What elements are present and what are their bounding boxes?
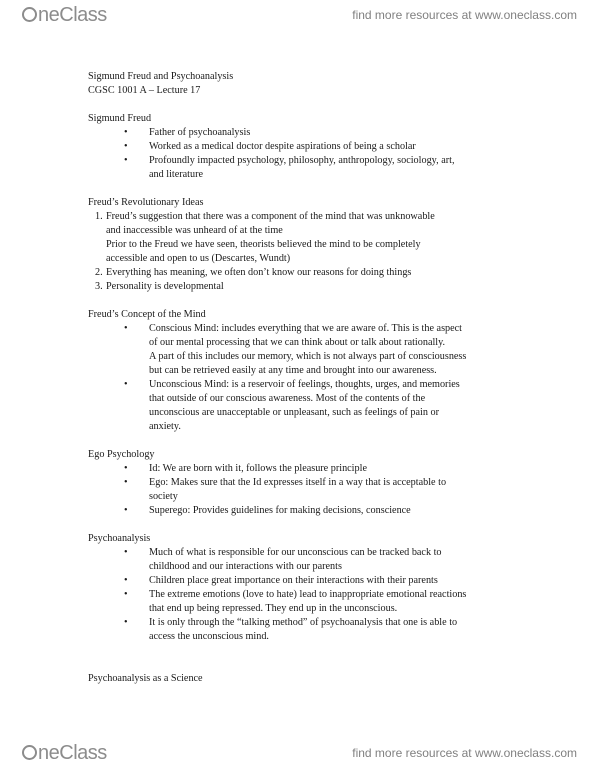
logo-circle-icon [22,745,37,760]
logo-circle-icon [22,7,37,22]
list-item: • Worked as a medical doctor despite aspirations of being a scholar [124,141,416,152]
list-item-cont: A part of this includes our memory, which is not always part of consciousness [149,351,467,362]
bullet-icon: • [124,141,128,152]
section-heading: Sigmund Freud [88,113,152,124]
list-item: • Much of what is responsible for our unconscious can be tracked back to [124,547,442,558]
numbered-item: 1. Freud’s suggestion that there was a component of the mind that was unknowable [95,211,435,222]
document-body [88,70,518,686]
bullet-icon: • [124,547,128,558]
list-item: • Id: We are born with it, follows the pleasure principle [124,463,367,474]
bullet-icon: • [124,477,128,488]
list-item-cont: childhood and our interactions with our parents [149,561,342,572]
list-item: • Father of psychoanalysis [124,127,251,138]
numbered-item-cont: Prior to the Freud we have seen, theorists believed the mind to be completely [106,239,421,250]
list-item-cont: unconscious are unacceptable or unpleasant, such as feelings of pain or [149,407,439,418]
list-item: • Conscious Mind: includes everything that we are aware of. This is the aspect [124,323,462,334]
course-line: CGSC 1001 A – Lecture 17 [88,85,201,96]
oneclass-logo[interactable]: neClass [22,4,107,27]
list-item: • The extreme emotions (love to hate) lead to inappropriate emotional reactions [124,589,467,600]
footer-bar [0,738,595,768]
list-item: • Unconscious Mind: is a reservoir of feelings, thoughts, urges, and memories [124,379,460,390]
section-heading: Ego Psychology [88,449,155,460]
list-item-cont: but can be retrieved easily at any time and brought into our awareness. [149,365,437,376]
list-item-cont: of our mental processing that we can think about or talk about rationally. [149,337,446,348]
section-heading: Freud’s Revolutionary Ideas [88,197,204,208]
bullet-icon: • [124,323,128,334]
numbered-item-cont: and inaccessible was unheard of at the time [106,225,283,236]
list-item-cont: access the unconscious mind. [149,631,269,642]
promo-link[interactable]: find more resources at www.oneclass.com [352,8,577,22]
promo-link[interactable]: find more resources at www.oneclass.com [352,746,577,760]
oneclass-logo[interactable]: neClass [22,742,107,765]
bullet-icon: • [124,155,128,166]
list-item-cont: anxiety. [149,421,181,432]
section-heading: Psychoanalysis [88,533,151,544]
numbered-item-cont: accessible and open to us (Descartes, Wundt) [106,253,291,264]
doc-title: Sigmund Freud and Psychoanalysis [88,71,234,82]
bullet-icon: • [124,575,128,586]
list-item: • Ego: Makes sure that the Id expresses itself in a way that is acceptable to [124,477,447,488]
list-item: • Superego: Provides guidelines for making decisions, conscience [124,505,411,516]
bullet-icon: • [124,379,128,390]
numbered-item: 3. Personality is developmental [95,281,224,292]
list-item-cont: that end up being repressed. They end up in the unconscious. [149,603,398,614]
list-item-cont: society [149,491,178,502]
bullet-icon: • [124,589,128,600]
section-heading: Psychoanalysis as a Science [88,673,203,684]
bullet-icon: • [124,617,128,628]
list-item: • Profoundly impacted psychology, philosophy, anthropology, sociology, art, [124,155,455,166]
bullet-icon: • [124,505,128,516]
bullet-icon: • [124,127,128,138]
section-heading: Freud’s Concept of the Mind [88,309,206,320]
header-bar [0,0,595,30]
list-item-cont: that outside of our conscious awareness. Most of the contents of the [149,393,426,404]
list-item: • It is only through the “talking method” of psychoanalysis that one is able to [124,617,458,628]
bullet-icon: • [124,463,128,474]
list-item-cont: and literature [149,169,204,180]
list-item: • Children place great importance on their interactions with their parents [124,575,438,586]
numbered-item: 2. Everything has meaning, we often don’t know our reasons for doing things [95,267,412,278]
